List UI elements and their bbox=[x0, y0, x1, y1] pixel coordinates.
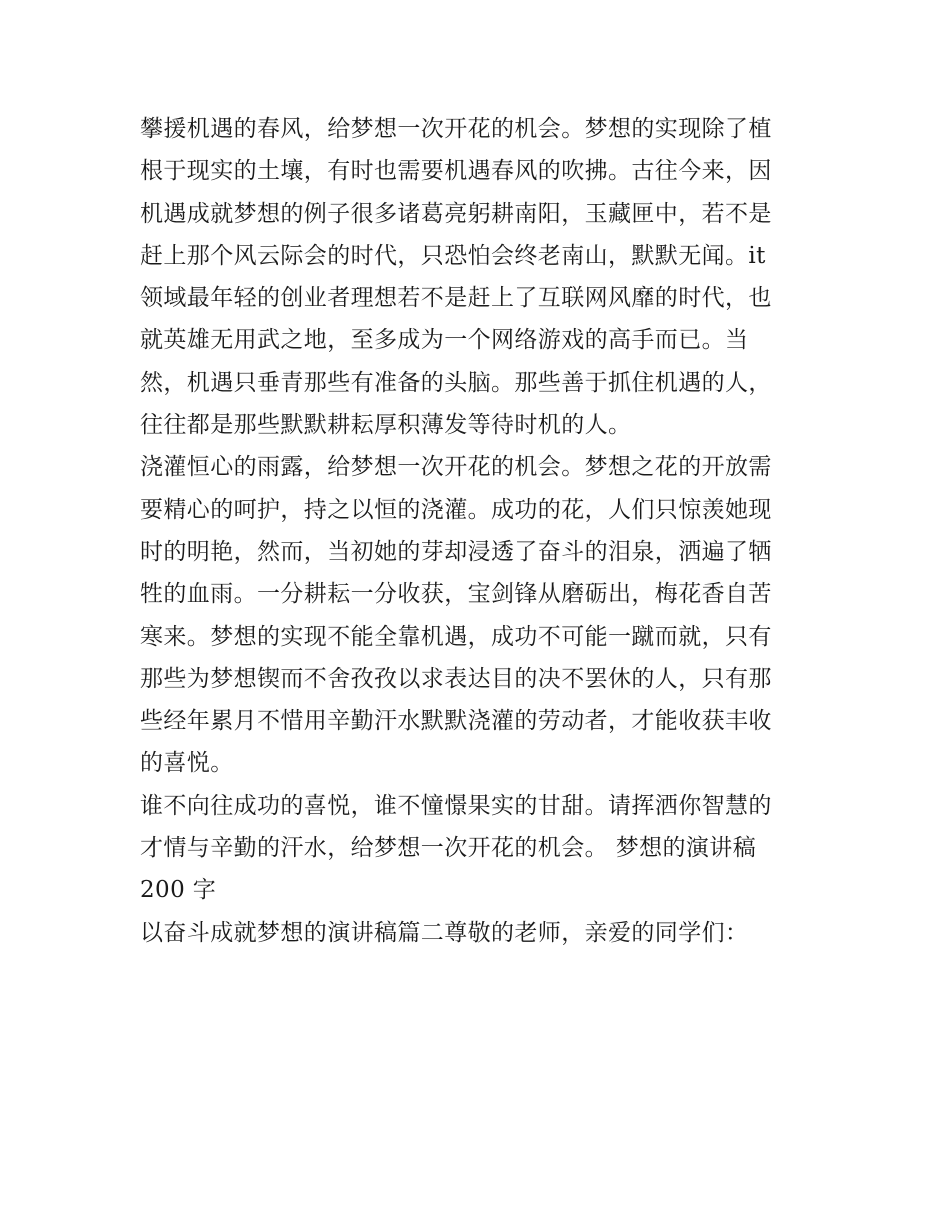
text-line: 牲的血雨。一分耕耘一分收获，宝剑锋从磨砺出，梅花香自苦 bbox=[140, 581, 772, 608]
text-line: 领域最年轻的创业者理想若不是赶上了互联网风靡的时代，也 bbox=[140, 285, 772, 312]
text-line: 赶上那个风云际会的时代，只恐怕会终老南山，默默无闻。it bbox=[140, 242, 766, 269]
text-line: 要精心的呵护，持之以恒的浇灌。成功的花，人们只惊羡她现 bbox=[140, 496, 772, 523]
text-line: 200 字 bbox=[140, 877, 217, 904]
body-text bbox=[140, 108, 820, 954]
text-line: 的喜悦。 bbox=[140, 750, 234, 777]
text-line: 根于现实的土壤，有时也需要机遇春风的吹拂。古往今来，因 bbox=[140, 158, 772, 185]
text-line: 就英雄无用武之地，至多成为一个网络游戏的高手而已。当 bbox=[140, 327, 749, 354]
text-line: 攀援机遇的春风，给梦想一次开花的机会。梦想的实现除了植 bbox=[140, 116, 772, 142]
text-line: 那些为梦想锲而不舍孜孜以求表达目的决不罢休的人，只有那 bbox=[140, 665, 772, 692]
text-line: 往往都是那些默默耕耘厚积薄发等待时机的人。 bbox=[140, 412, 632, 439]
text-line: 才情与辛勤的汗水，给梦想一次开花的机会。 梦想的演讲稿 bbox=[140, 835, 757, 862]
text-line: 些经年累月不惜用辛勤汗水默默浇灌的劳动者，才能收获丰收 bbox=[140, 708, 772, 735]
text-line: 谁不向往成功的喜悦，谁不憧憬果实的甘甜。请挥洒你智慧的 bbox=[140, 792, 772, 819]
text-line: 寒来。梦想的实现不能全靠机遇，成功不可能一蹴而就，只有 bbox=[140, 623, 772, 650]
text-line: 机遇成就梦想的例子很多诸葛亮躬耕南阳，玉藏匣中，若不是 bbox=[140, 200, 772, 227]
text-line: 以奋斗成就梦想的演讲稿篇二尊敬的老师，亲爱的同学们： bbox=[140, 919, 749, 946]
text-line: 然，机遇只垂青那些有准备的头脑。那些善于抓住机遇的人， bbox=[140, 369, 772, 396]
text-line: 浇灌恒心的雨露，给梦想一次开花的机会。梦想之花的开放需 bbox=[140, 454, 772, 481]
text-line: 时的明艳，然而，当初她的芽却浸透了奋斗的泪泉，洒遍了牺 bbox=[140, 538, 772, 565]
